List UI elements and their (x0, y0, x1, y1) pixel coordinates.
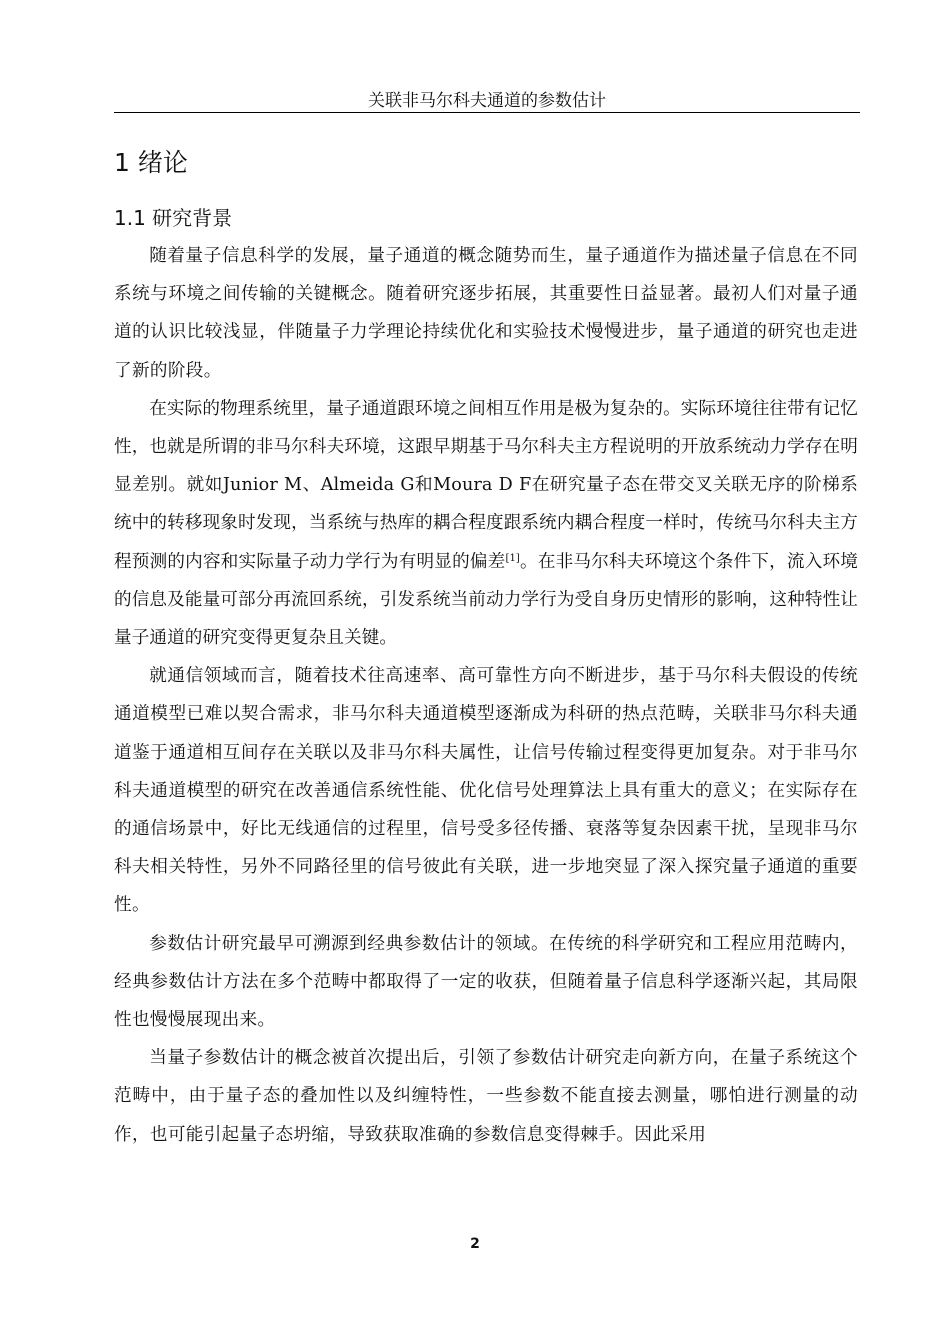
citation-ref[interactable]: [1] (505, 552, 520, 564)
paragraph-5: 当量子参数估计的概念被首次提出后，引领了参数估计研究走向新方向，在量子系统这个范畴中，由于量子态的叠加性以及纠缠特性，一些参数不能直接去测量，哪怕进行测量的动作，也可能引起量子态坍缩，导致获取准确的参数信息变得棘手。因此采用 (114, 1048, 858, 1145)
paragraph-4: 参数估计研究最早可溯源到经典参数估计的领域。在传统的科学研究和工程应用范畴内，经典参数估计方法在多个范畴中都取得了一定的收获，但随着量子信息科学逐渐兴起，其局限性也慢慢展现出来。 (114, 933, 858, 1031)
paragraph-3: 就通信领域而言，随着技术往高速率、高可靠性方向不断进步，基于马尔科夫假设的传统通道模型已难以契合需求，非马尔科夫通道模型逐渐成为科研的热点范畴，关联非马尔科夫通道鉴于通道相互间存在关联以及非马尔科夫属性，让信号传输过程变得更加复杂。对于非马尔科夫通道模型的研究在改善通信系统性能、优化信号处理算法上具有重大的意义；在实际存在的通信场景中，好比无线通信的过程里，信号受多径传播、衰落等复杂因素干扰，呈现非马尔科夫相关特性，另外不同路径里的信号彼此有关联，进一步地突显了深入探究量子通道的重要性。 (114, 666, 858, 916)
section-title: 1.1 研究背景 (114, 206, 233, 230)
paragraph-1: 随着量子信息科学的发展，量子通道的概念随势而生，量子通道作为描述量子信息在不同系统与环境之间传输的关键概念。随着研究逐步拓展，其重要性日益显著。最初人们对量子通道的认识比较浅显，伴随量子力学理论持续优化和实验技术慢慢进步，量子通道的研究也走进了新的阶段。 (114, 246, 858, 381)
chapter-title: 1 绪论 (114, 148, 188, 177)
running-header (114, 90, 860, 113)
body-text (114, 237, 858, 1154)
running-header-title: 关联非马尔科夫通道的参数估计 (368, 91, 606, 111)
page-number: 2 (470, 1236, 480, 1252)
paragraph-2 (114, 390, 858, 657)
paragraph-2-tail: 。在非马尔科夫环境这个条件下，流入环境的信息及能量可部分再流回系统，引发系统当前动力学行为受自身历史情形的影响，这种特性让量子通道的研究变得更复杂且关键。 (114, 551, 858, 649)
paragraph-2-text: 在实际的物理系统里，量子通道跟环境之间相互作用是极为复杂的。实际环境往往带有记忆性，也就是所谓的非马尔科夫环境，这跟早期基于马尔科夫主方程说明的开放系统动力学存在明显差别。就如Junior M、Almeida G和Moura D F在研究量子态在带交叉关联无序的阶梯系统中的转移现象时发现，当系统与热库的耦合程度跟系统内耦合程度一样时，传统马尔科夫主方程预测的内容和实际量子动力学行为有明显的偏差 (114, 398, 858, 572)
